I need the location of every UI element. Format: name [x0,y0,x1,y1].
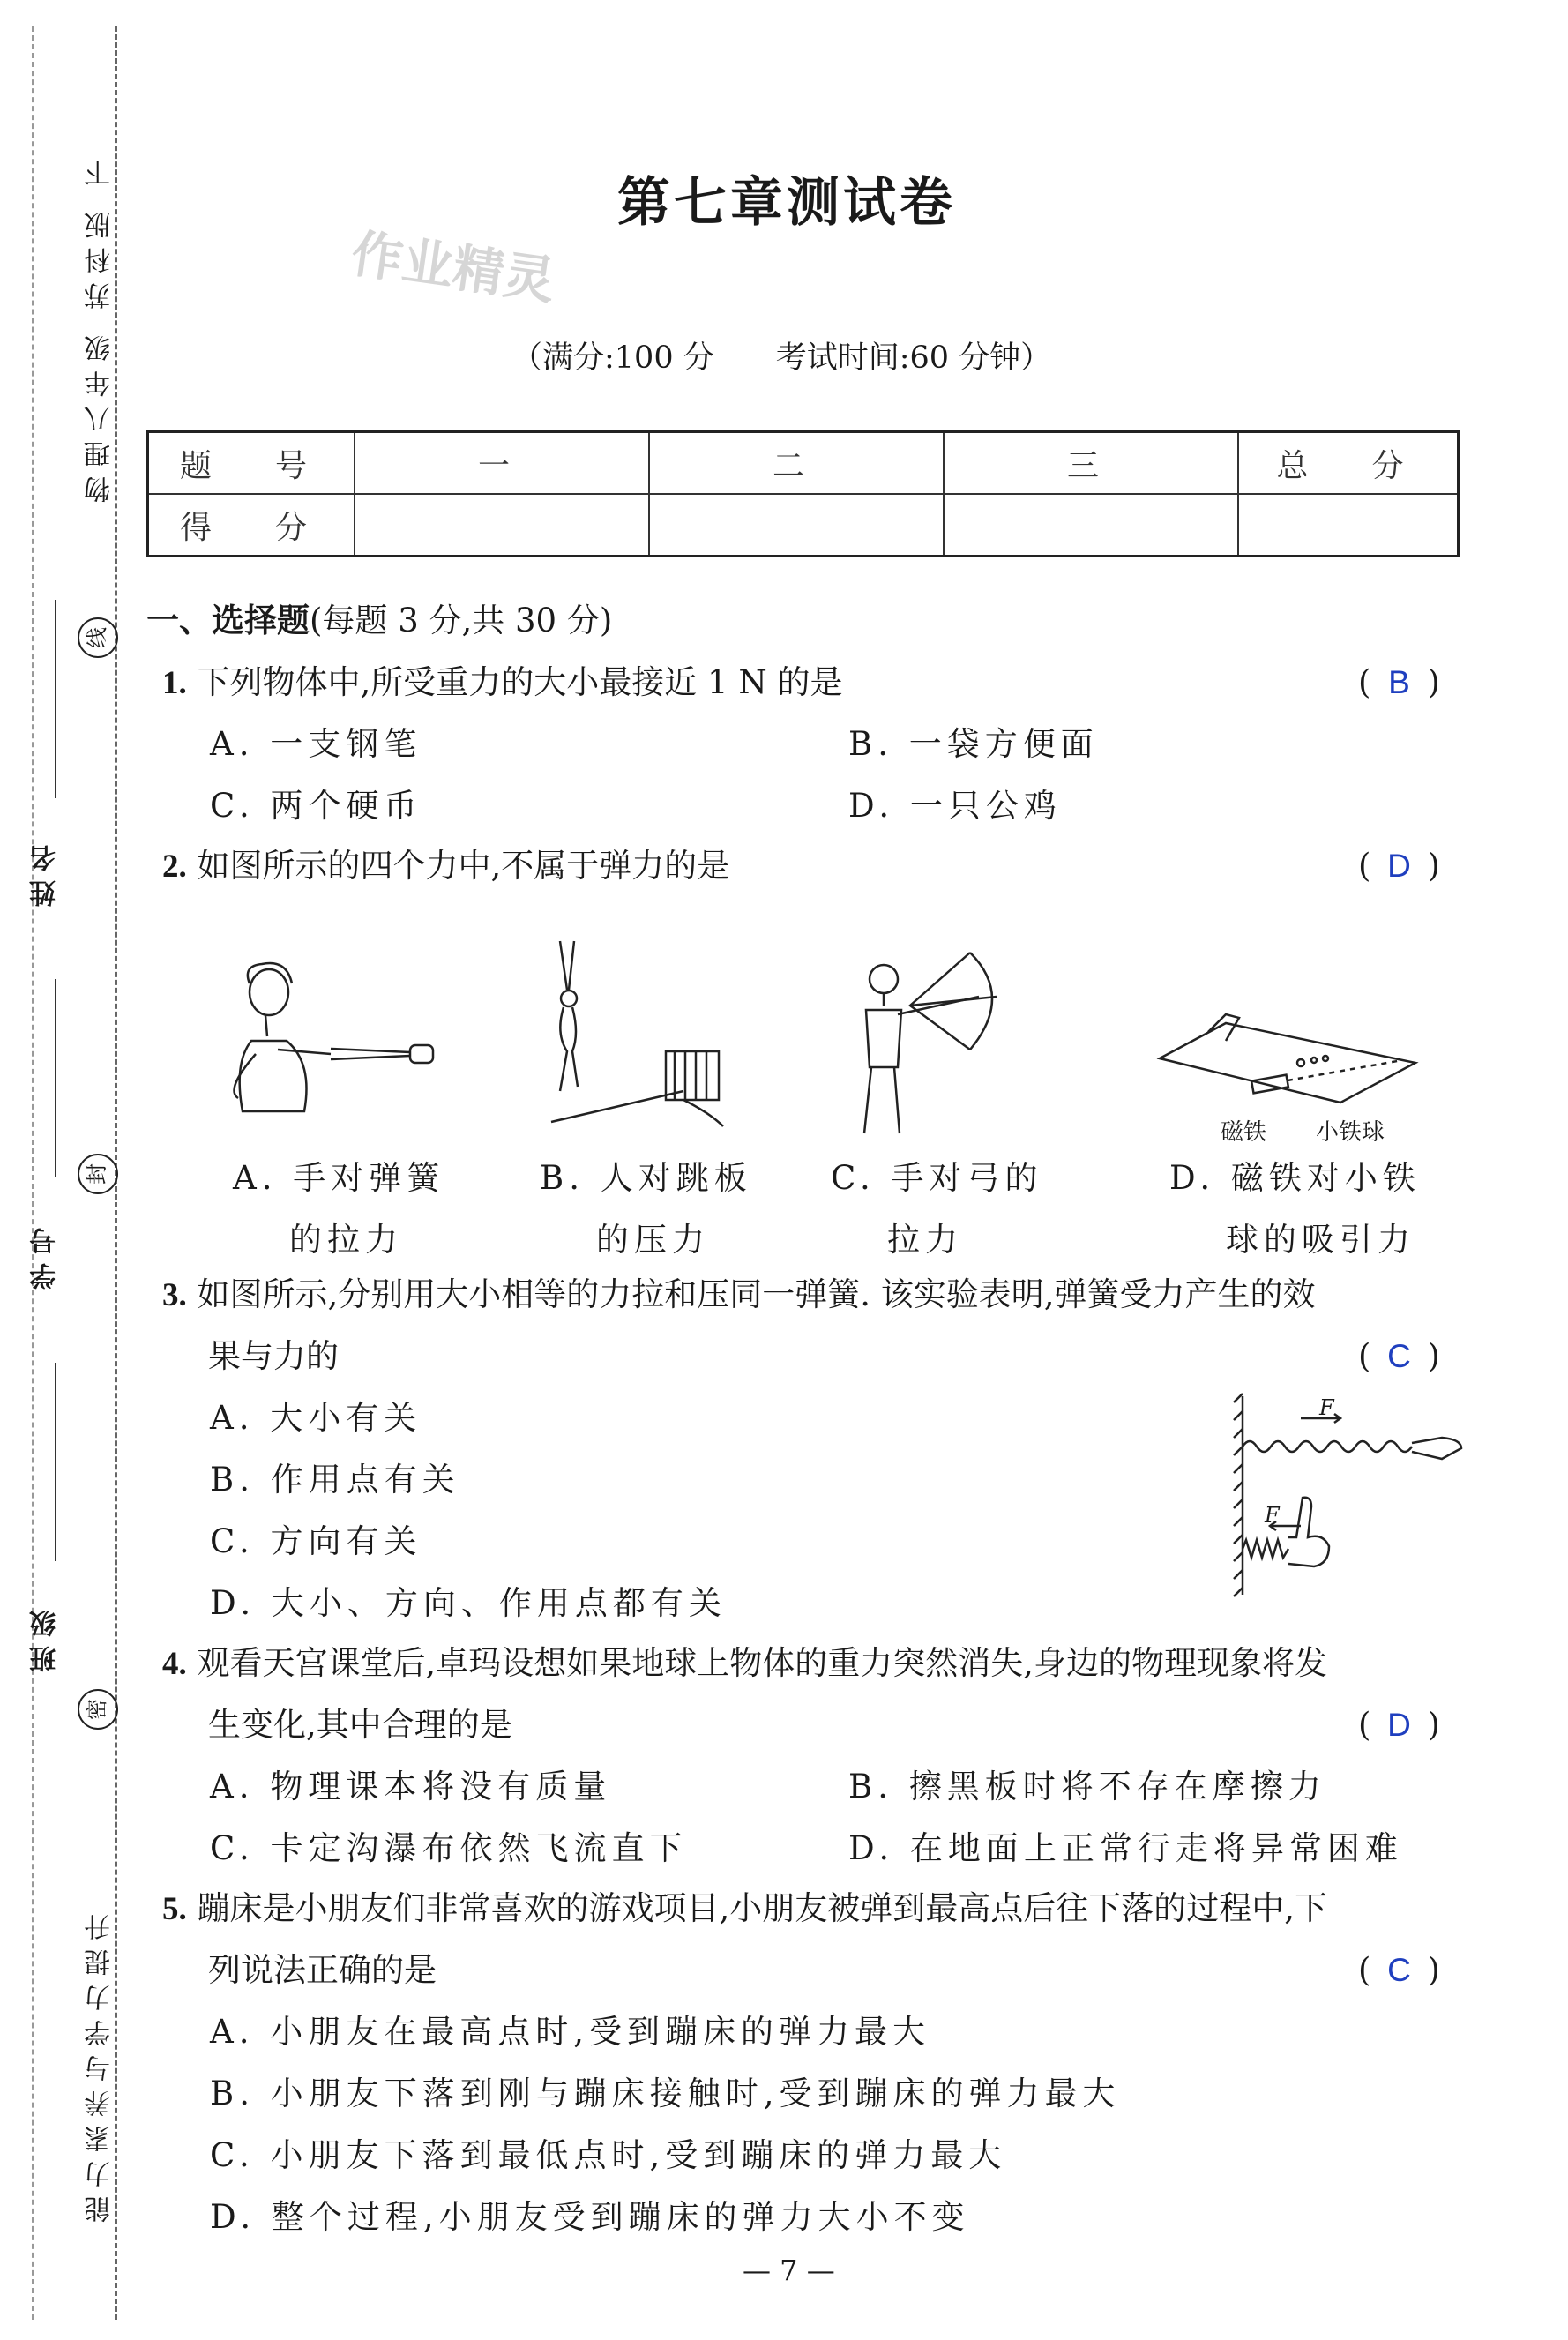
score-table-cell: 总 分 [1238,432,1459,495]
option[interactable]: D. 一只公鸡 [848,787,1062,825]
section-heading [146,602,612,640]
question-text: 下列物体中,所受重力的大小最接近 1 N 的是 [197,663,843,701]
option[interactable]: A. 大小有关 [210,1399,422,1437]
section-heading-title: 一、选择题 [146,602,310,639]
margin-field-name-line[interactable] [55,600,56,798]
question-text: 如图所示的四个力中,不属于弹力的是 [197,847,730,885]
question-stem [162,847,729,886]
option-continuation: 拉力 [887,1221,963,1259]
option[interactable]: B. 作用点有关 [210,1461,460,1499]
option[interactable]: A. 手对弹簧 [233,1159,445,1197]
section-heading-note: (每题 3 分,共 30 分) [310,602,613,639]
answer-value: C [1387,1952,1411,1988]
answer-value: C [1387,1338,1411,1374]
option[interactable]: A. 一支钢笔 [210,725,422,763]
watermark: 作业精灵 [347,223,559,311]
question-number: 4. [162,1646,187,1682]
answer-box[interactable]: ( D ) [1358,847,1440,885]
score-table-score-row [148,494,1459,557]
score-input-cell[interactable] [1238,494,1459,557]
option[interactable]: D. 大小、方向、作用点都有关 [210,1584,727,1622]
option[interactable]: C. 两个硬币 [210,787,422,825]
question-stem [162,663,842,703]
score-table-header-row [148,432,1459,495]
option[interactable]: C. 小朋友下落到最低点时,受到蹦床的弹力最大 [210,2136,1007,2174]
answer-box[interactable]: ( D ) [1358,1706,1440,1744]
margin-field-id: 学号 [30,1219,61,1290]
force-label: F [1319,1395,1334,1420]
option[interactable]: D. 磁铁对小铁 [1169,1159,1421,1197]
figure-diving-board [534,937,736,1131]
option[interactable]: C. 卡定沟瀑布依然飞流直下 [210,1829,688,1867]
question-text-continuation: 果与力的 [208,1337,339,1375]
subtitle: （满分:100 分 考试时间:60 分钟） [511,340,1052,376]
question-stem [162,1275,1316,1315]
option-continuation: 球的吸引力 [1226,1221,1415,1259]
question-text-continuation: 生变化,其中合理的是 [208,1706,512,1744]
question-number: 2. [162,849,187,885]
answer-value: B [1388,664,1410,700]
question-stem [162,1644,1327,1684]
question-number: 1. [162,665,187,701]
question-text: 观看天宫课堂后,卓玛设想如果地球上物体的重力突然消失,身边的物理现象将发 [197,1644,1328,1682]
option[interactable]: A. 物理课本将没有质量 [210,1768,612,1805]
page-number: — 7 — [743,2254,835,2287]
score-table-cell: 三 [944,432,1238,495]
seal-char-line: 线 [78,617,118,658]
margin-dashed-line-outer [32,26,34,2320]
option[interactable]: D. 在地面上正常行走将异常困难 [848,1829,1403,1867]
score-input-cell[interactable] [649,494,944,557]
option[interactable]: A. 小朋友在最高点时,受到蹦床的弹力最大 [210,2013,931,2051]
question-text: 如图所示,分别用大小相等的力拉和压同一弹簧. 该实验表明,弹簧受力产生的效 [197,1275,1316,1313]
option-continuation: 的压力 [596,1221,710,1259]
margin-field-class-line[interactable] [55,1363,56,1561]
score-table-cell: 得 分 [148,494,355,557]
force-label: F [1265,1503,1280,1528]
answer-value: D [1387,848,1411,884]
question-text-continuation: 列说法正确的是 [208,1951,437,1989]
option-continuation: 的拉力 [289,1221,403,1259]
answer-value: D [1387,1707,1411,1743]
figure-spring-pull [216,957,445,1133]
margin-field-class: 班级 [30,1602,61,1672]
figure-magnet-ball [1155,1006,1420,1111]
margin-tagline: 能力素养与学力提升 [85,1905,116,2223]
answer-box[interactable]: ( C ) [1358,1951,1440,1989]
margin-field-name: 姓名 [30,836,61,907]
figure-label-magnet: 磁铁 [1221,1119,1267,1146]
option[interactable]: B. 一袋方便面 [848,725,1099,763]
figure-label-iron-ball: 小铁球 [1316,1119,1385,1146]
seal-char-secret: 密 [78,1689,118,1730]
margin-book-info: 物理八年级 苏科版 下 [85,150,116,503]
option[interactable]: B. 小朋友下落到刚与蹦床接触时,受到蹦床的弹力最大 [210,2075,1121,2112]
seal-char-seal: 封 [78,1154,118,1194]
question-stem [162,1889,1327,1929]
answer-box[interactable]: ( B ) [1358,663,1440,701]
question-number: 3. [162,1277,187,1313]
score-input-cell[interactable] [355,494,649,557]
margin-field-id-line[interactable] [55,979,56,1177]
option[interactable]: B. 擦黑板时将不存在摩擦力 [848,1768,1326,1805]
question-text: 蹦床是小朋友们非常喜欢的游戏项目,小朋友被弹到最高点后往下落的过程中,下 [197,1889,1328,1927]
page-title: 第七章测试卷 [617,172,956,234]
score-table-cell: 二 [649,432,944,495]
score-table-cell: 一 [355,432,649,495]
score-input-cell[interactable] [944,494,1238,557]
question-number: 5. [162,1891,187,1927]
figure-bow [847,944,1023,1138]
option[interactable]: C. 方向有关 [210,1522,422,1560]
answer-box[interactable]: ( C ) [1358,1337,1440,1375]
option[interactable]: C. 手对弓的 [831,1159,1043,1197]
score-table [146,430,1460,557]
score-table-cell: 题 号 [148,432,355,495]
option[interactable]: D. 整个过程,小朋友受到蹦床的弹力大小不变 [210,2198,970,2236]
option[interactable]: B. 人对跳板 [540,1159,752,1197]
